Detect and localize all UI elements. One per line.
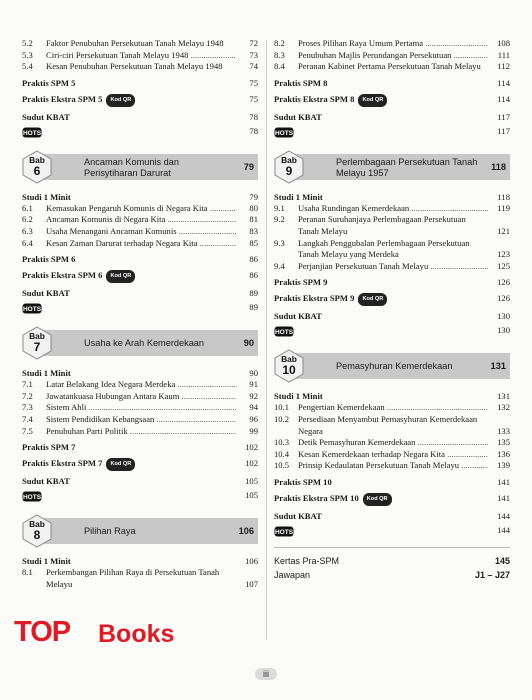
section-title: Perkembangan Pilihan Raya di Persekutuan Tanah Melayu <box>46 567 220 589</box>
section-number: 7.2 <box>22 390 33 401</box>
hots-icon <box>274 324 294 335</box>
page-number-ref: 72 <box>249 38 258 48</box>
toc-practice-entry[interactable] <box>22 442 258 453</box>
section-number: 8.1 <box>22 567 33 578</box>
chapter-header[interactable] <box>274 349 510 383</box>
page-number-ref: 121 <box>497 225 510 236</box>
page-number-ref: 89 <box>249 302 258 313</box>
toc-practice-entry[interactable] <box>274 293 510 306</box>
practice-title: Praktis SPM 9 <box>274 277 328 288</box>
toc-practice-entry[interactable] <box>274 277 510 288</box>
section-number: 8.2 <box>274 38 285 48</box>
section-number: 10.5 <box>274 460 290 471</box>
column-divider <box>266 40 267 640</box>
toc-left-column <box>22 38 258 590</box>
page-number-ref: 114 <box>497 93 510 104</box>
page-number-ref: 130 <box>497 325 510 336</box>
toc-entry[interactable] <box>22 426 258 438</box>
svg-text:HOTS: HOTS <box>22 129 42 137</box>
toc-entry[interactable] <box>22 391 258 403</box>
chapter-label: Bab <box>281 154 297 165</box>
hots-icon <box>22 125 42 136</box>
hots-icon <box>274 125 294 136</box>
toc-hots-entry[interactable] <box>22 488 258 502</box>
page-number-ref: 73 <box>249 49 258 60</box>
section-title: Peranan Suruhanjaya Perlembagaan Persekutuan Tanah Melayu <box>298 214 466 236</box>
toc-entry[interactable] <box>22 50 258 62</box>
section-title: Sistem Pendidikan Kebangsaan ..... <box>46 414 236 426</box>
page-number-ref: 80 <box>249 202 258 213</box>
section-title: Perjanjian Persekutuan Tanah Melayu ..... <box>298 261 488 273</box>
section-number: 7.3 <box>22 402 33 413</box>
chapter-label: Bab <box>29 519 45 530</box>
chapter-header[interactable] <box>22 326 258 360</box>
toc-entry[interactable] <box>274 261 510 273</box>
toc-hots-entry[interactable] <box>274 124 510 138</box>
section-title: Faktor Penubuhan Persekutuan Tanah Melayu 1948 <box>46 38 224 48</box>
page-number-ref: 102 <box>245 442 258 453</box>
toc-entry[interactable] <box>22 38 258 50</box>
section-number: 5.2 <box>22 38 33 48</box>
practice-title: Praktis SPM 7 <box>22 442 76 453</box>
chapter-page: 90 <box>243 338 254 349</box>
practice-title: Studi 1 Minit <box>274 191 323 202</box>
toc-entry[interactable] <box>274 214 510 237</box>
practice-title: Praktis Ekstra SPM 8 <box>274 93 355 104</box>
section-number: 7.5 <box>22 425 33 436</box>
page-number-ref: 141 <box>497 476 510 487</box>
page-number-ref: 96 <box>249 413 258 424</box>
practice-title: Sudut KBAT <box>274 111 322 122</box>
page-number-ref: 114 <box>497 77 510 88</box>
section-title: Detik Pemasyhuran Kemerdekaan ..... <box>298 437 488 449</box>
section-title: Proses Pilihan Raya Umum Pertama ..... <box>298 38 488 50</box>
section-number: 8.4 <box>274 61 285 72</box>
chapter-page: 131 <box>490 361 506 372</box>
practice-title: Sudut KBAT <box>22 288 70 299</box>
svg-text:HOTS: HOTS <box>274 129 294 137</box>
section-title: Prinsip Kedaulatan Persekutuan Tanah Melayu ..... <box>298 460 488 472</box>
toc-entry[interactable] <box>22 61 258 73</box>
section-number: 10.1 <box>274 402 290 413</box>
toc-hots-entry[interactable] <box>22 300 258 314</box>
page-number-ref: 145 <box>494 555 510 566</box>
page-number-ref: 105 <box>245 476 258 487</box>
page-number-ref: 111 <box>497 49 510 60</box>
page-number-ref: 144 <box>497 524 510 535</box>
hots-icon <box>22 489 42 500</box>
svg-text:HOTS: HOTS <box>22 494 42 502</box>
page-number-ref: 107 <box>245 578 258 589</box>
section-title: Kesan Kemerdekaan terhadap Negara Kita ..... <box>298 449 488 461</box>
page-number-ref: 123 <box>497 249 510 260</box>
toc-practice-entry[interactable] <box>274 311 510 322</box>
practice-title: Praktis Ekstra SPM 6 <box>22 270 103 281</box>
practice-title: Praktis SPM 5 <box>22 77 76 88</box>
hots-icon <box>274 524 294 535</box>
toc-practice-entry[interactable] <box>22 458 258 471</box>
page-number-ref: 102 <box>245 458 258 469</box>
chapter-page: 79 <box>243 161 254 172</box>
section-title: Penubuhan Parti Politik ..... <box>46 426 236 438</box>
page-number-ref: 83 <box>249 225 258 236</box>
toc-practice-entry[interactable] <box>22 78 258 89</box>
practice-title: Sudut KBAT <box>274 311 322 322</box>
toc-right-column <box>274 38 510 582</box>
section-title: Persediaan Menyambut Pemasyhuran Kemerdekaan Negara <box>298 413 478 436</box>
toc-entry[interactable] <box>274 38 510 50</box>
section-number: 10.4 <box>274 448 290 459</box>
practice-title: Studi 1 Minit <box>22 368 71 379</box>
toc-hots-entry[interactable] <box>274 523 510 537</box>
topbooks-watermark-logo <box>14 616 204 650</box>
hots-icon <box>22 301 42 312</box>
page-number-ref: 90 <box>249 368 258 379</box>
page-number-ref: 105 <box>245 490 258 501</box>
page-number-ref: 117 <box>497 125 510 136</box>
page-number-ref: 131 <box>497 391 510 402</box>
practice-title: Praktis Ekstra SPM 9 <box>274 293 355 304</box>
section-title: Kesan Penubuhan Persekutuan Tanah Melayu 1948 <box>46 61 223 72</box>
qr-code-badge: Kod QR <box>106 458 135 471</box>
toc-practice-entry[interactable] <box>22 368 258 379</box>
section-title: Sistem Ahli ..... <box>46 402 236 414</box>
section-title: Ancaman Komunis di Negara Kita ..... <box>46 214 236 226</box>
toc-practice-entry[interactable] <box>22 288 258 299</box>
toc-entry[interactable] <box>274 449 510 461</box>
toc-practice-entry[interactable] <box>22 476 258 487</box>
toc-entry[interactable] <box>22 567 258 590</box>
section-number: 10.2 <box>274 413 290 424</box>
page-number-ref: 74 <box>249 61 258 72</box>
toc-entry[interactable] <box>22 214 258 226</box>
chapter-number: 7 <box>33 340 41 355</box>
practice-title: Praktis SPM 6 <box>22 254 76 265</box>
toc-entry[interactable] <box>22 379 258 391</box>
section-number: 6.4 <box>22 237 33 248</box>
toc-entry[interactable] <box>274 437 510 449</box>
toc-practice-entry[interactable] <box>22 192 258 203</box>
practice-title: Sudut KBAT <box>22 476 70 487</box>
page-number-ref: 94 <box>249 402 258 413</box>
practice-title: Praktis Ekstra SPM 10 <box>274 492 359 503</box>
qr-code-badge: Kod QR <box>358 293 387 306</box>
chapter-header[interactable] <box>22 514 258 548</box>
section-number: 6.1 <box>22 202 33 213</box>
practice-title: Sudut KBAT <box>22 111 70 122</box>
section-number: 7.1 <box>22 379 33 390</box>
toc-entry[interactable] <box>22 226 258 238</box>
toc-entry[interactable] <box>274 414 510 437</box>
toc-practice-entry[interactable] <box>274 477 510 488</box>
toc-entry[interactable] <box>22 238 258 250</box>
section-number: 5.4 <box>22 61 33 72</box>
practice-title: Studi 1 Minit <box>274 391 323 402</box>
page-number-ref: 91 <box>249 379 258 390</box>
section-number: 9.2 <box>274 214 285 225</box>
toc-practice-entry[interactable] <box>274 493 510 506</box>
toc-practice-entry[interactable] <box>274 192 510 203</box>
logo-mark: TOP <box>14 616 71 648</box>
section-number: 6.2 <box>22 214 33 225</box>
toc-practice-entry[interactable] <box>22 112 258 123</box>
svg-text:HOTS: HOTS <box>274 528 294 536</box>
toc-practice-entry[interactable] <box>274 511 510 522</box>
section-number: 9.1 <box>274 202 285 213</box>
page-number-ref: 99 <box>249 425 258 436</box>
section-title: Peranan Kabinet Pertama Persekutuan Tanah Melayu <box>298 61 481 72</box>
section-title: Pengertian Kemerdekaan ..... <box>298 402 488 414</box>
section-number: 7.4 <box>22 413 33 424</box>
toc-entry[interactable] <box>274 50 510 62</box>
svg-text:HOTS: HOTS <box>22 306 42 314</box>
page-number-ref: 79 <box>249 191 258 202</box>
practice-title: Studi 1 Minit <box>22 556 71 567</box>
chapter-title: Ancaman Komunis dan Perisytiharan Darurat <box>84 156 179 178</box>
qr-code-badge: Kod QR <box>106 94 135 107</box>
page-number-ref: 92 <box>249 390 258 401</box>
section-title: Kesan Zaman Darurat terhadap Negara Kita ..... <box>46 238 236 250</box>
chapter-header[interactable] <box>22 150 258 184</box>
page-number-ref: 118 <box>497 191 510 202</box>
toc-hots-entry[interactable] <box>22 124 258 138</box>
section-title: Jawatankuasa Hubungan Antara Kaum ..... <box>46 391 236 403</box>
extra-title: Jawapan <box>274 569 311 580</box>
chapter-label: Bab <box>281 354 297 365</box>
section-title: Latar Belakang Idea Negara Merdeka ..... <box>46 379 236 391</box>
toc-extra-entry[interactable] <box>274 568 510 582</box>
section-number: 8.3 <box>274 49 285 60</box>
practice-title: Praktis SPM 8 <box>274 77 328 88</box>
page-number-ref: 78 <box>249 111 258 122</box>
page-number-ref: 117 <box>497 111 510 122</box>
page-number-ref: 126 <box>497 277 510 288</box>
toc-practice-entry[interactable] <box>22 94 258 107</box>
page-number-ref: 141 <box>497 492 510 503</box>
practice-title: Sudut KBAT <box>274 510 322 521</box>
toc-practice-entry[interactable] <box>22 556 258 567</box>
toc-practice-entry[interactable] <box>274 112 510 123</box>
page-number-ref: 135 <box>497 437 510 448</box>
page-number-ref: 75 <box>249 93 258 104</box>
toc-entry[interactable] <box>22 203 258 215</box>
page-number-ref: 106 <box>245 556 258 567</box>
toc-entry[interactable] <box>274 203 510 215</box>
page-number-ref: 144 <box>497 510 510 521</box>
chapter-label: Bab <box>29 331 45 342</box>
qr-code-badge: Kod QR <box>363 493 392 506</box>
section-title: Langkah Penggubalan Perlembagaan Persekutuan Tanah Melayu yang Merdeka <box>298 237 470 260</box>
toc-practice-entry[interactable] <box>22 254 258 265</box>
section-title: Kemasukan Pengaruh Komunis di Negara Kita ..... <box>46 203 236 215</box>
logo-word: Books <box>98 620 175 648</box>
chapter-title: Usaha ke Arah Kemerdekaan <box>84 338 205 349</box>
page-number-ref: 136 <box>497 448 510 459</box>
page-number-ref: 126 <box>497 293 510 304</box>
toc-practice-entry[interactable] <box>274 78 510 89</box>
page-number-ref: 125 <box>497 260 510 271</box>
toc-entry[interactable] <box>274 460 510 472</box>
chapter-number: 9 <box>285 163 293 178</box>
toc-entry[interactable] <box>22 402 258 414</box>
chapter-header[interactable] <box>274 150 510 184</box>
toc-entry[interactable] <box>274 402 510 414</box>
toc-hots-entry[interactable] <box>274 323 510 337</box>
toc-extra-entry[interactable] <box>274 554 510 568</box>
toc-entry[interactable] <box>274 238 510 261</box>
page-number-ref: 119 <box>497 202 510 213</box>
page-number-ref: 132 <box>497 402 510 413</box>
section-title: Ciri-ciri Persekutuan Tanah Melayu 1948 ..... <box>46 50 236 62</box>
svg-text:HOTS: HOTS <box>274 329 294 337</box>
page-number-ref: 86 <box>249 270 258 281</box>
chapter-number: 8 <box>33 528 41 543</box>
qr-code-badge: Kod QR <box>358 94 387 107</box>
page-number-ref: 78 <box>249 125 258 136</box>
chapter-title: Pemasyhuran Kemerdekaan <box>336 361 453 372</box>
section-title: Usaha Menangani Ancaman Komunis ..... <box>46 226 236 238</box>
section-number: 10.3 <box>274 437 290 448</box>
chapter-title: Perlembagaan Persekutuan Tanah Melayu 1957 <box>336 156 478 178</box>
page-number: iii <box>0 668 532 680</box>
chapter-label: Bab <box>29 154 45 165</box>
practice-title: Studi 1 Minit <box>22 191 71 202</box>
chapter-number: 10 <box>282 363 296 378</box>
chapter-number: 6 <box>33 163 41 178</box>
section-number: 9.3 <box>274 237 285 248</box>
page-number-ref: 108 <box>497 38 510 48</box>
page-number-ref: 81 <box>249 214 258 225</box>
extra-title: Kertas Pra-SPM <box>274 555 340 566</box>
toc-practice-entry[interactable] <box>274 391 510 402</box>
toc-entry[interactable] <box>22 414 258 426</box>
practice-title: Praktis Ekstra SPM 5 <box>22 93 103 104</box>
page-number-ref: 130 <box>497 311 510 322</box>
toc-practice-entry[interactable] <box>274 94 510 107</box>
section-number: 6.3 <box>22 225 33 236</box>
practice-title: Praktis SPM 10 <box>274 476 332 487</box>
page-number-ref: 75 <box>249 77 258 88</box>
page-number-ref: 85 <box>249 237 258 248</box>
chapter-page: 118 <box>491 161 506 172</box>
chapter-page: 106 <box>238 526 254 537</box>
page-number-ref: 89 <box>249 288 258 299</box>
extras-section <box>274 547 510 582</box>
section-number: 5.3 <box>22 49 33 60</box>
chapter-title: Pilihan Raya <box>84 526 136 537</box>
page-number-ref: J1 – J27 <box>474 569 510 580</box>
page-number-ref: 139 <box>497 460 510 471</box>
page-number-ref: 112 <box>497 61 510 72</box>
section-number: 9.4 <box>274 260 285 271</box>
toc-practice-entry[interactable] <box>22 270 258 283</box>
toc-entry[interactable] <box>274 61 510 73</box>
page-number-ref: 86 <box>249 254 258 265</box>
section-title: Usaha Rundingan Kemerdekaan ..... <box>298 203 488 215</box>
practice-title: Praktis Ekstra SPM 7 <box>22 458 103 469</box>
page-number-ref: 133 <box>497 425 510 436</box>
section-title: Penubuhan Majlis Perundangan Persekutuan ..... <box>298 50 488 62</box>
qr-code-badge: Kod QR <box>106 270 135 283</box>
